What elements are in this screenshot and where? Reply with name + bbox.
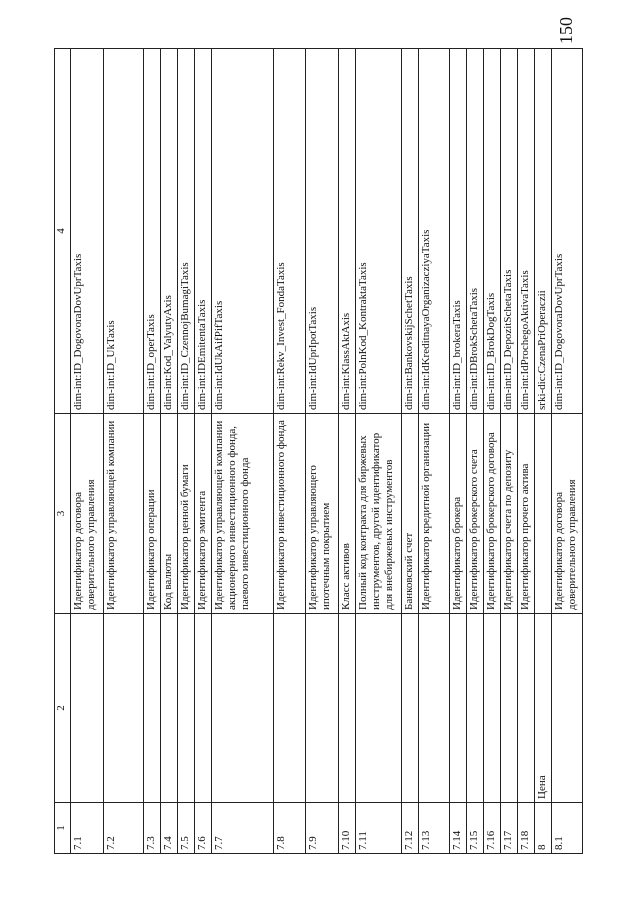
cell-code: dim-int:BankovskijSchetTaxis (402, 49, 419, 414)
rotated-table-container (54, 49, 578, 854)
cell-name (518, 614, 535, 803)
table-row (195, 49, 212, 854)
page-number: 150 (556, 17, 576, 44)
table-row (144, 49, 161, 854)
cell-num: 7.2 (104, 803, 144, 854)
cell-desc: Идентификатор инвестиционного фонда (274, 414, 306, 614)
cell-desc: Идентификатор эмитента (195, 414, 212, 614)
cell-code: dim-int:Rekv_Invest_FondaTaxis (274, 49, 306, 414)
cell-desc: Идентификатор прочего актива (518, 414, 535, 614)
cell-name (71, 614, 104, 803)
cell-name (484, 614, 501, 803)
table-row (402, 49, 419, 854)
cell-num: 7.16 (484, 803, 501, 854)
cell-desc: Идентификатор кредитной организации (419, 414, 450, 614)
cell-num: 7.11 (356, 803, 402, 854)
cell-code: dim-int:ID_brokeraTaxis (450, 49, 467, 414)
cell-code: srki-dic:CzenaPriOperaczii (535, 49, 552, 414)
cell-num: 7.4 (161, 803, 178, 854)
cell-code: dim-int:ID_DogovoraDovUprTaxis (552, 49, 583, 414)
table-row (212, 49, 274, 854)
table-row (450, 49, 467, 854)
cell-code: dim-int:ID_CzennojBumagiTaxis (178, 49, 195, 414)
cell-code: dim-int:ID_BrokDogTaxis (484, 49, 501, 414)
cell-num: 7.12 (402, 803, 419, 854)
table-header-row (55, 49, 71, 854)
cell-desc: Класс активов (339, 414, 356, 614)
header-cell: 3 (55, 414, 71, 614)
cell-num: 7.6 (195, 803, 212, 854)
cell-code: dim-int:IdProchegoAktivaTaxis (518, 49, 535, 414)
header-cell: 1 (55, 803, 71, 854)
cell-desc: Полный код контракта для биржевых инструментов, другой идентификатор для внебиржевых инструментов (356, 414, 402, 614)
cell-desc: Идентификатор ценной бумаги (178, 414, 195, 614)
cell-num: 8.1 (552, 803, 583, 854)
cell-desc: Идентификатор брокерского договора (484, 414, 501, 614)
table-row (501, 49, 518, 854)
cell-desc: Идентификатор управляющей компании акционерного инвестиционного фонда, паевого инвестиционного фонда (212, 414, 274, 614)
cell-num: 7.10 (339, 803, 356, 854)
table-row (552, 49, 583, 854)
cell-code: dim-int:ID_DepozitSchetaTaxis (501, 49, 518, 414)
cell-num: 7.3 (144, 803, 161, 854)
cell-desc: Идентификатор операции (144, 414, 161, 614)
cell-name (274, 614, 306, 803)
table-row (356, 49, 402, 854)
cell-desc: Идентификатор управляющего ипотечным покрытием (306, 414, 339, 614)
table-row (71, 49, 104, 854)
cell-num: 7.18 (518, 803, 535, 854)
cell-code: dim-int:PolnKod_KontraktaTaxis (356, 49, 402, 414)
cell-num: 7.17 (501, 803, 518, 854)
table-row (161, 49, 178, 854)
cell-name: Цена (535, 614, 552, 803)
cell-name (552, 614, 583, 803)
table-row (339, 49, 356, 854)
cell-name (467, 614, 484, 803)
cell-code: dim-int:IdUkAifPifTaxis (212, 49, 274, 414)
cell-num: 7.7 (212, 803, 274, 854)
table-row (484, 49, 501, 854)
header-cell: 4 (55, 49, 71, 414)
cell-name (144, 614, 161, 803)
cell-name (419, 614, 450, 803)
cell-desc: Код валюты (161, 414, 178, 614)
cell-desc: Идентификатор брокерского счета (467, 414, 484, 614)
cell-name (450, 614, 467, 803)
cell-num: 7.9 (306, 803, 339, 854)
table-row (467, 49, 484, 854)
cell-num: 7.1 (71, 803, 104, 854)
cell-desc: Идентификатор договора доверительного управления (71, 414, 104, 614)
cell-name (501, 614, 518, 803)
header-cell: 2 (55, 614, 71, 803)
table-row (306, 49, 339, 854)
cell-num: 8 (535, 803, 552, 854)
cell-code: dim-int:IDBrokSchetaTaxis (467, 49, 484, 414)
cell-code: dim-int:ID_operTaxis (144, 49, 161, 414)
cell-code: dim-int:IdKreditnayaOrganizacziyaTaxis (419, 49, 450, 414)
cell-code: dim-int:ID_UkTaxis (104, 49, 144, 414)
cell-code: dim-int:Kod_ValyutyAxis (161, 49, 178, 414)
cell-name (356, 614, 402, 803)
table-row (274, 49, 306, 854)
cell-num: 7.5 (178, 803, 195, 854)
table-row (178, 49, 195, 854)
cell-name (104, 614, 144, 803)
table-row (518, 49, 535, 854)
cell-code: dim-int:IdUprIpotTaxis (306, 49, 339, 414)
cell-name (212, 614, 274, 803)
cell-code: dim-int:KlassAktAxis (339, 49, 356, 414)
table-row (104, 49, 144, 854)
cell-desc (535, 414, 552, 614)
cell-num: 7.14 (450, 803, 467, 854)
cell-desc: Банковский счет (402, 414, 419, 614)
table-row (535, 49, 552, 854)
cell-name (402, 614, 419, 803)
cell-code: dim-int:IDEmitentaTaxis (195, 49, 212, 414)
cell-desc: Идентификатор счета по депозиту (501, 414, 518, 614)
cell-num: 7.13 (419, 803, 450, 854)
cell-desc: Идентификатор договора доверительного управления (552, 414, 583, 614)
data-table (54, 48, 583, 854)
cell-name (306, 614, 339, 803)
cell-desc: Идентификатор брокера (450, 414, 467, 614)
cell-name (339, 614, 356, 803)
cell-name (161, 614, 178, 803)
cell-num: 7.15 (467, 803, 484, 854)
cell-name (195, 614, 212, 803)
cell-num: 7.8 (274, 803, 306, 854)
table-row (419, 49, 450, 854)
cell-name (178, 614, 195, 803)
cell-code: dim-int:ID_DogovoraDovUprTaxis (71, 49, 104, 414)
cell-desc: Идентификатор управляющей компании (104, 414, 144, 614)
